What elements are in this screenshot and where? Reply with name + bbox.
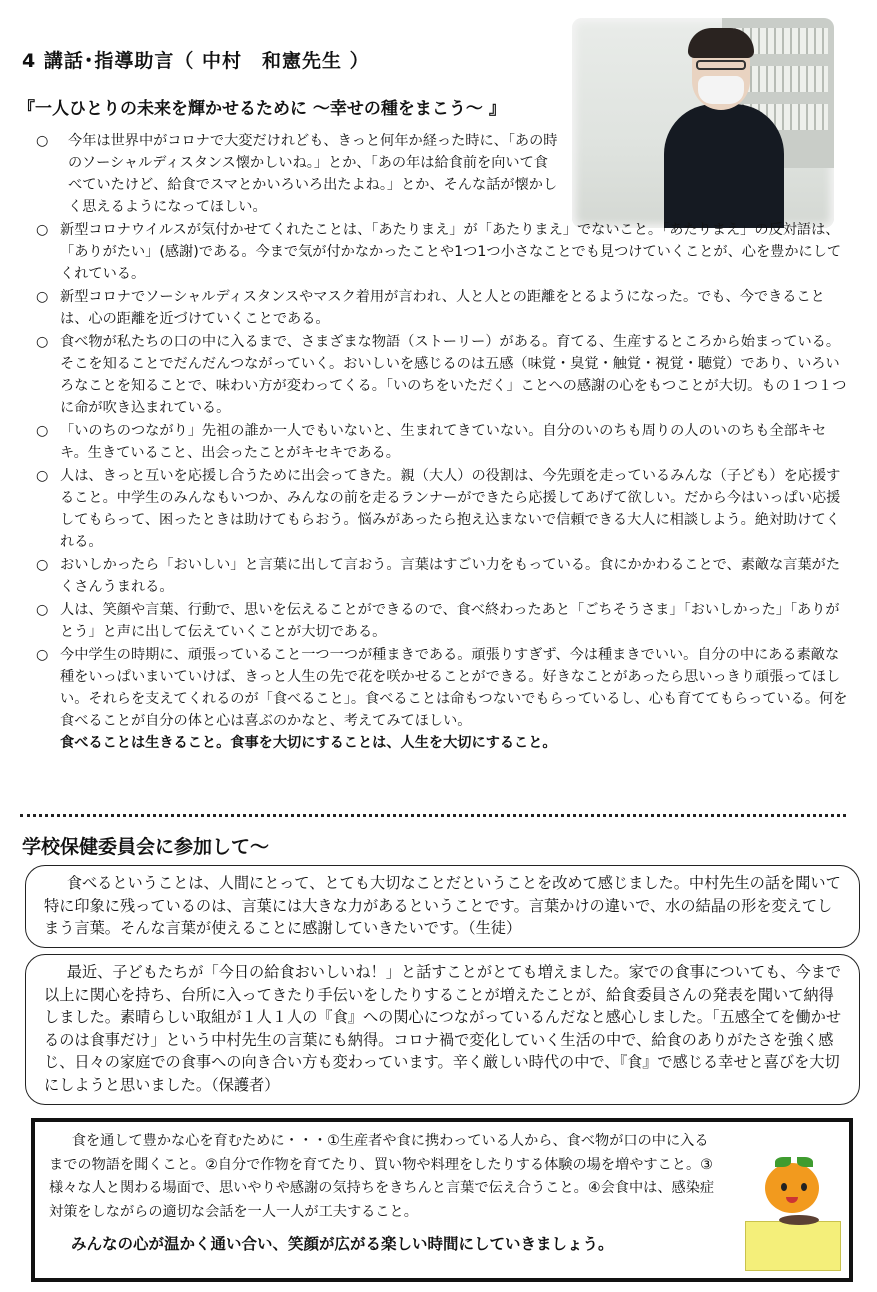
lecture-point: [36, 130, 852, 218]
lecture-point-text: 新型コロナでソーシャルディスタンスやマスク着用が言われ、人と人との距離をとるようになった。でも、今できることは、心の距離を近づけていくことである。: [60, 289, 825, 327]
dotted-divider: [20, 814, 846, 817]
mask-graphic: [698, 76, 744, 104]
lecture-point-text: 今年は世界中がコロナで大変だけれども、きっと何年か経った時に、「あの時のソーシャルディスタンス懐かしいね。」とか、「あの年は給食前を向いて食べていたけど、給食でスマとかいろいろ出たよね。」とか、そんな話が懐かしく思えるようになってほしい。: [68, 133, 558, 215]
glasses-graphic: [696, 60, 746, 70]
lecture-point: [36, 219, 852, 285]
circle-bullet-icon: ○: [36, 133, 49, 149]
lecture-point: [36, 465, 852, 553]
lecture-point: [36, 420, 852, 464]
plate-graphic: [779, 1215, 819, 1225]
mascot-eye: [801, 1183, 807, 1191]
circle-bullet-icon: ○: [36, 468, 49, 484]
circle-bullet-icon: ○: [36, 334, 49, 350]
circle-bullet-icon: ○: [36, 289, 49, 305]
summary-closing: みんなの心が温かく通い合い、笑顔が広がる楽しい時間にしていきましょう。: [71, 1235, 614, 1253]
lecture-heading: 4 講話･指導助言（ 中村 和憲先生 ）: [22, 50, 370, 72]
circle-bullet-icon: ○: [36, 647, 49, 663]
person-hair-graphic: [688, 28, 754, 58]
orange-mascot-illustration: [745, 1149, 841, 1271]
lecture-point-text: 人は、笑顔や言葉、行動で、思いを伝えることができるので、食べ終わったあと「ごちそうさま」「おいしかった」「ありがとう」と声に出して伝えていくことが大切である。: [60, 602, 840, 640]
table-graphic: [745, 1221, 841, 1271]
mascot-eye: [781, 1183, 787, 1191]
lecture-point-text: 「いのちのつながり」先祖の誰か一人でもいないと、生まれてきていない。自分のいのちも周りの人のいのちも全部キセキ。生きていること、出会ったことがキセキである。: [60, 423, 827, 461]
lecture-point-text: 食べ物が私たちの口の中に入るまで、さまざまな物語（ストーリー）がある。育てる、生産するところから始まっている。そこを知ることでだんだんつながっていく。おいしいを感じるのは五感（味覚・臭覚・触覚・視覚・聴覚）であり、いろいろなことを知ることで、味わい方が変わってくる。「いのちをいただく」ことへの感謝の心をもつことが大切。もの１つ１つに命が吹き込まれている。: [60, 334, 847, 416]
summary-note-text: 食を通して豊かな心を育むために・・・①生産者や食に携わっている人から、食べ物が口の中に入るまでの物語を聞くこと。②自分で作物を育てたり、買い物や料理をしたりする体験の場を増やすこと。③様々な人と関わる場面で、思いやりや感謝の気持ちをきちんと言葉で伝え合うこと。④会食中は、感染症対策をしながらの適切な会話を一人一人が工夫すること。: [49, 1133, 715, 1220]
lecture-point: [36, 286, 852, 330]
summary-note-box: [31, 1118, 853, 1282]
lecture-subtitle: 『一人ひとりの未来を輝かせるために ～幸せの種をまこう～ 』: [18, 99, 506, 119]
parent-comment-box: [25, 954, 860, 1105]
lecture-point-text: 新型コロナウイルスが気付かせてくれたことは、「あたりまえ」が「あたりまえ」でないこと。「あたりまえ」の反対語は、「ありがたい」(感謝)である。今まで気が付かなかったことや1つ1つ小さなことでも見つけていくことが、心を豊かにしてくれている。: [60, 222, 842, 282]
student-comment: 食べるということは、人間にとって、とても大切なことだということを改めて感じました。中村先生の話を聞いて特に印象に残っているのは、言葉には大きな力があるということです。言葉かけの違いで、水の結晶の形を変えてしまう言葉。そんな言葉が使えることに感謝していきたいです。（生徒）: [44, 874, 841, 937]
student-comment-box: [25, 865, 860, 948]
section-title: 学校保健委員会に参加して～: [22, 836, 270, 858]
mascot-face: [765, 1163, 819, 1213]
lecture-point: [36, 331, 852, 419]
circle-bullet-icon: ○: [36, 557, 49, 573]
circle-bullet-icon: ○: [36, 423, 49, 439]
circle-bullet-icon: ○: [36, 602, 49, 618]
leaf-icon: [797, 1157, 813, 1167]
circle-bullet-icon: ○: [36, 222, 49, 238]
lecture-point: [36, 644, 852, 754]
lecture-point: [36, 599, 852, 643]
parent-comment: 最近、子どもたちが「今日の給食おいしいね！」と話すことがとても増えました。家での食事についても、今まで以上に関心を持ち、台所に入ってきたり手伝いをしたりすることが増えたことが、給食委員さんの発表を聞いて納得しました。素晴らしい取組が１人１人の『食』への関心につながっているんだなと感心しました。「五感全てを働かせるのは食事だけ」という中村先生の言葉にも納得。コロナ禍で変化していく生活の中で、給食のありがたさを強く感じ、日々の家庭での食事への向き合い方も変わっています。辛く厳しい時代の中で、『食』で感じる幸せと喜びを大切にしようと思いました。（保護者）: [44, 963, 842, 1094]
lecture-point-text: 人は、きっと互いを応援し合うために出会ってきた。親（大人）の役割は、今先頭を走っているみんな（子ども）を応援すること。中学生のみんなもいつか、みんなの前を走るランナーができたら応援してあげて欲しい。だから今はいっぱい応援してもらって、困ったときは助けてもらおう。悩みがあったら抱え込まないで信頼できる大人に相談しよう。絶対助けてくれる。: [60, 468, 841, 550]
lecture-point-text: おいしかったら「おいしい」と言葉に出して言おう。言葉はすごい力をもっている。食にかかわることで、素敵な言葉がたくさんうまれる。: [60, 557, 841, 595]
lecture-point-text: 今中学生の時期に、頑張っていること一つ一つが種まきである。頑張りすぎず、今は種まきでいい。自分の中にある素敵な種をいっぱいまいていけば、きっと人生の先で花を咲かせることができる。好きなことがあったら思いっきり頑張ってほしい。それらを支えてくれるのが「食べること」。食べることは命もつないでもらっているし、心も育ててもらっている。何を食べることが自分の体と心は喜ぶのかなと、考えてみてほしい。: [60, 647, 848, 729]
lecture-points: [36, 130, 852, 755]
lecture-point: [36, 554, 852, 598]
lecture-conclusion: 食べることは生きること。食事を大切にすることは、人生を大切にすること。: [60, 735, 557, 751]
leaf-icon: [775, 1157, 791, 1167]
